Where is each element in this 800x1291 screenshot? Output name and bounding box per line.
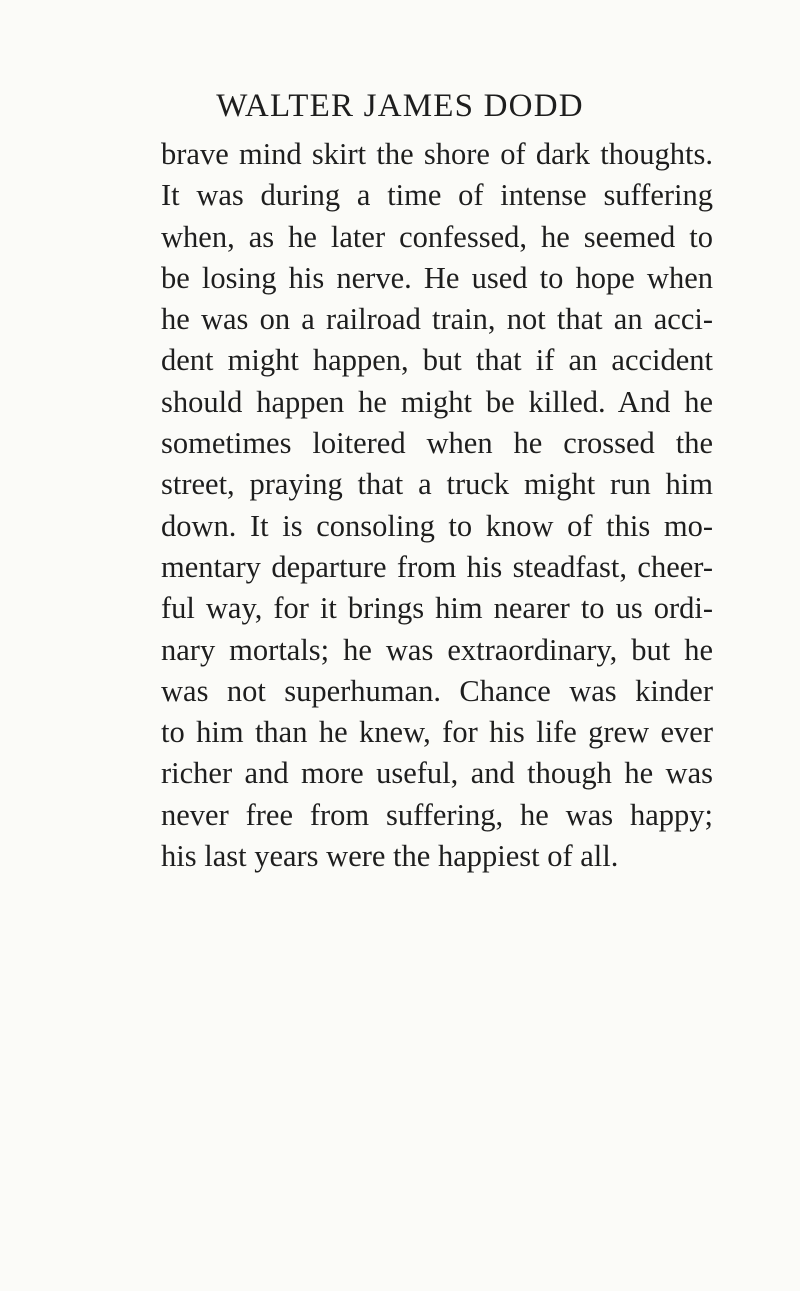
text-line: his last years were the happiest of all.	[161, 839, 619, 874]
text-line: down. It is consoling to know of this mo-	[161, 508, 713, 543]
text-line: brave mind skirt the shore of dark thoughts.	[161, 137, 713, 171]
text-line: should happen he might be killed. And he	[161, 384, 713, 419]
text-line: never free from suffering, he was happy;	[161, 797, 713, 832]
text-line: ful way, for it brings him nearer to us ordi-	[161, 591, 713, 626]
running-head: WALTER JAMES DODD	[216, 88, 584, 124]
text-line: be losing his nerve. He used to hope when	[161, 260, 713, 295]
text-line: sometimes loitered when he crossed the	[161, 426, 713, 461]
text-line: richer and more useful, and though he was	[161, 756, 713, 791]
text-line: nary mortals; he was extraordinary, but he	[161, 632, 713, 667]
text-line: was not superhuman. Chance was kinder	[161, 673, 713, 708]
text-line: when, as he later confessed, he seemed to	[161, 219, 713, 254]
text-line: dent might happen, but that if an accident	[161, 343, 713, 378]
text-line: street, praying that a truck might run him	[161, 467, 713, 502]
text-line: to him than he knew, for his life grew ever	[161, 715, 713, 750]
text-line: mentary departure from his steadfast, cheer-	[161, 549, 713, 584]
body-paragraph	[161, 134, 713, 877]
text-line: It was during a time of intense suffering	[161, 178, 713, 213]
text-line: he was on a railroad train, not that an acci-	[161, 302, 713, 337]
